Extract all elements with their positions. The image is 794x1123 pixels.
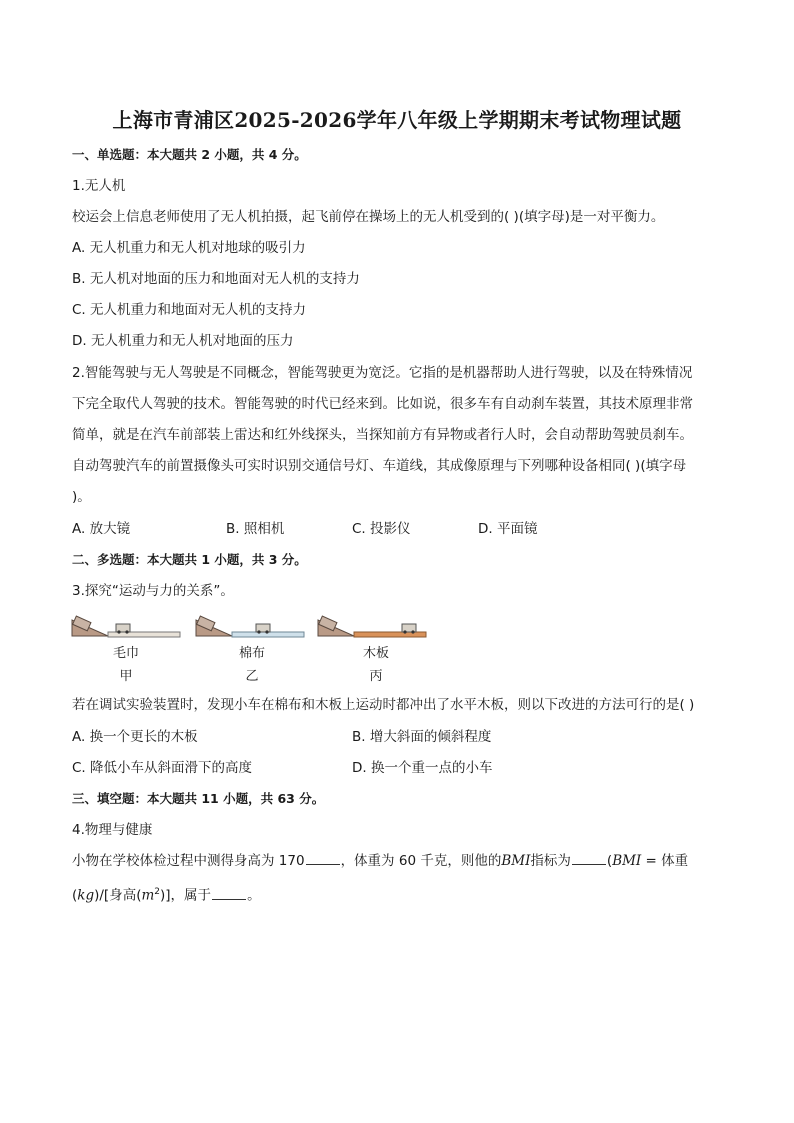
q1-option-a: A. 无人机重力和无人机对地球的吸引力	[72, 240, 306, 256]
bmi-formula-symbol: BMI	[612, 853, 642, 869]
q4-line-2: (kg)/[身高$(m^2)$]，属于 。	[72, 887, 261, 904]
q4-text: ，体重为 60 千克，则他的	[340, 853, 502, 869]
q3-stem: 若在调试实验装置时，发现小车在棉布和木板上运动时都冲出了水平木板，则以下改进的方法可行的是( )	[72, 697, 695, 713]
q4-text: )/[身高(	[94, 887, 142, 904]
q4-text: = 体重	[641, 853, 689, 869]
bmi-symbol: BMI	[501, 853, 531, 869]
wood-surface	[354, 632, 426, 637]
ramp-figure-towel	[70, 612, 182, 640]
q1-heading: 1.无人机	[72, 178, 126, 194]
surface-label-towel: 毛巾	[112, 646, 139, 661]
q3-option-d: D. 换一个重一点的小车	[352, 760, 493, 776]
page-title: 上海市青浦区2025-2026学年八年级上学期期末考试物理试题	[112, 108, 682, 132]
q4-text: )]，属于	[160, 887, 212, 904]
q2-line-1: 2.智能驾驶与无人驾驶是不同概念，智能驾驶更为宽泛。它指的是机器帮助人进行驾驶，以及在特殊情况	[72, 365, 693, 381]
q3-option-b: B. 增大斜面的倾斜程度	[352, 729, 492, 745]
q2-option-a: A. 放大镜	[72, 521, 131, 537]
q4-text: (	[72, 887, 78, 904]
height-unit-blank[interactable]	[306, 852, 340, 865]
figure-label-yi: 乙	[245, 669, 259, 684]
q2-option-d: D. 平面镜	[478, 521, 538, 537]
section-1-heading: 一、单选题：本大题共 2 小题，共 4 分。	[72, 147, 307, 162]
q1-stem: 校运会上信息老师使用了无人机拍摄，起飞前停在操场上的无人机受到的( )(填字母)是一对平衡力。	[72, 209, 665, 225]
q1-option-d: D. 无人机重力和无人机对地面的压力	[72, 333, 294, 349]
category-blank[interactable]	[212, 887, 246, 900]
ramp-figure-wood	[316, 612, 428, 640]
ramp-figure-cotton	[194, 612, 306, 640]
q4-line-1	[72, 852, 688, 870]
surface-label-cotton: 棉布	[238, 646, 265, 661]
q4-text: 。	[247, 887, 261, 904]
q2-line-3: 简单，就是在汽车前部装上雷达和红外线探头，当探知前方有异物或者行人时，会自动帮助驾驶员刹车。	[72, 427, 693, 443]
q2-option-c: C. 投影仪	[352, 521, 411, 537]
figure-label-bing: 丙	[369, 669, 383, 684]
section-2-heading: 二、多选题：本大题共 1 小题，共 3 分。	[72, 552, 307, 567]
q2-line-4: 自动驾驶汽车的前置摄像头可实时识别交通信号灯、车道线，其成像原理与下列哪种设备相同( )(填字母	[72, 458, 687, 474]
q3-option-c: C. 降低小车从斜面滑下的高度	[72, 760, 253, 776]
q4-heading: 4.物理与健康	[72, 822, 153, 838]
q1-option-c: C. 无人机重力和地面对无人机的支持力	[72, 302, 307, 318]
q2-line-2: 下完全取代人驾驶的技术。智能驾驶的时代已经来到。比如说，很多车有自动刹车装置，其技术原理非常	[72, 396, 693, 412]
q3-heading: 3.探究“运动与力的关系”。	[72, 583, 234, 599]
kg-unit: kg	[77, 887, 95, 904]
q4-text: 小物在学校体检过程中测得身高为 170	[72, 853, 305, 869]
surface-label-wood: 木板	[362, 646, 389, 661]
q4-text: (	[606, 853, 613, 869]
q2-line-5: )。	[72, 489, 91, 505]
bmi-value-blank[interactable]	[572, 852, 606, 865]
section-3-heading: 三、填空题：本大题共 11 小题，共 63 分。	[72, 791, 325, 806]
q1-option-b: B. 无人机对地面的压力和地面对无人机的支持力	[72, 271, 360, 287]
q4-text: 指标为	[530, 853, 571, 869]
q2-option-b: B. 照相机	[226, 521, 285, 537]
figure-label-jia: 甲	[119, 669, 133, 684]
q3-option-a: A. 换一个更长的木板	[72, 729, 198, 745]
m-unit: m	[141, 887, 155, 904]
